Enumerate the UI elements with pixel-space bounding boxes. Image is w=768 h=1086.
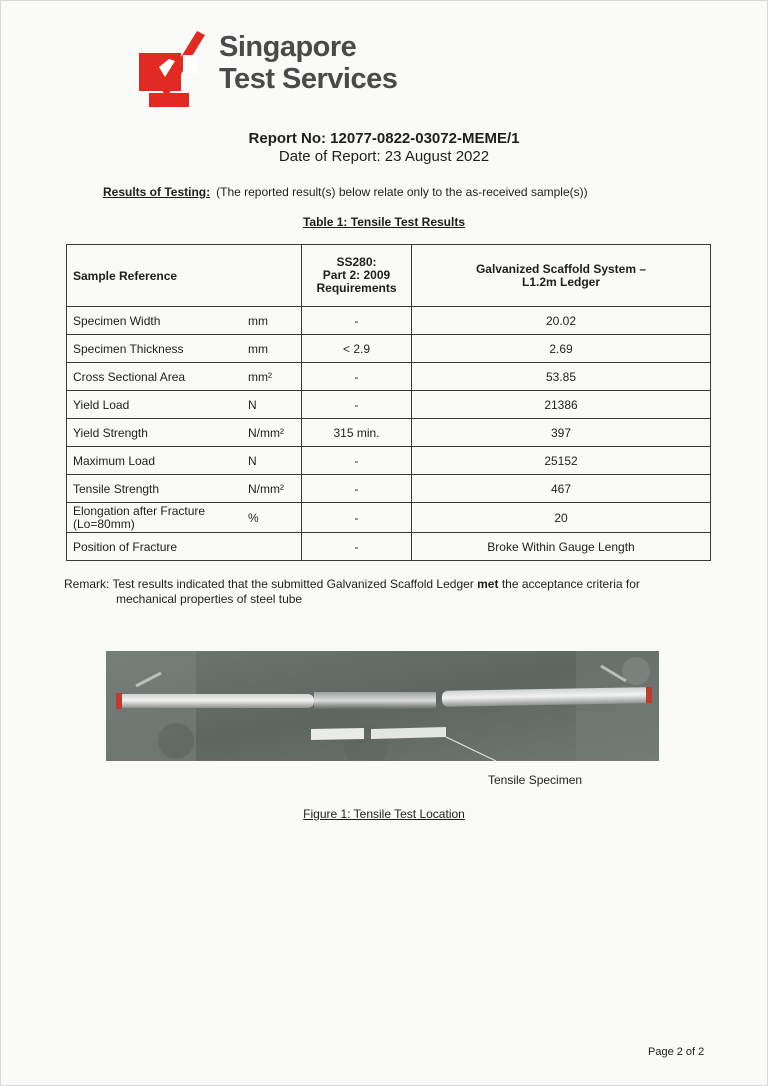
header-sample-line: L1.2m Ledger bbox=[521, 274, 601, 289]
header-req-line: SS280: bbox=[336, 255, 377, 269]
row-unit: % bbox=[242, 503, 302, 533]
checkmark-logo-icon bbox=[139, 31, 205, 109]
table-row bbox=[67, 391, 711, 419]
company-name-line1: Singapore bbox=[219, 31, 357, 63]
table-row bbox=[67, 419, 711, 447]
row-name: Maximum Load bbox=[67, 447, 243, 475]
table-row bbox=[67, 475, 711, 503]
company-name bbox=[219, 31, 397, 95]
header-sample bbox=[412, 245, 711, 307]
company-logo bbox=[139, 31, 398, 111]
header-req-line: Part 2: 2009 bbox=[322, 268, 391, 282]
header-sample-reference: Sample Reference bbox=[67, 245, 302, 307]
row-unit: N bbox=[242, 391, 302, 419]
row-name: Specimen Thickness bbox=[67, 335, 243, 363]
table-row bbox=[67, 503, 711, 533]
row-requirement: - bbox=[302, 447, 412, 475]
row-value: 397 bbox=[412, 419, 711, 447]
row-value: 20.02 bbox=[412, 307, 711, 335]
specimen-label: Tensile Specimen bbox=[488, 773, 583, 787]
row-requirement: - bbox=[302, 307, 412, 335]
row-value: 53.85 bbox=[412, 363, 711, 391]
report-date: Date of Report: 23 August 2022 bbox=[278, 148, 490, 165]
specimen-photo bbox=[106, 651, 659, 761]
remark-prefix: Remark: Test results indicated that the submitted Galvanized Scaffold Ledger bbox=[64, 577, 474, 591]
row-requirement: < 2.9 bbox=[302, 335, 412, 363]
row-name-line: (Lo=80mm) bbox=[73, 516, 135, 531]
remark bbox=[64, 577, 704, 607]
row-name-line: Elongation after Fracture bbox=[73, 503, 206, 518]
tensile-results-table bbox=[66, 244, 711, 561]
row-requirement: - bbox=[302, 503, 412, 533]
results-label: Results of Testing: bbox=[103, 185, 211, 199]
table-row bbox=[67, 335, 711, 363]
row-value: 21386 bbox=[412, 391, 711, 419]
row-name: Tensile Strength bbox=[67, 475, 243, 503]
table-row bbox=[67, 447, 711, 475]
row-requirement: - bbox=[302, 391, 412, 419]
row-requirement: 315 min. bbox=[302, 419, 412, 447]
row-unit: mm² bbox=[242, 363, 302, 391]
table-header-row bbox=[67, 245, 711, 307]
results-of-testing bbox=[103, 185, 588, 199]
row-value: 25152 bbox=[412, 447, 711, 475]
row-value: 467 bbox=[412, 475, 711, 503]
row-name bbox=[67, 503, 243, 533]
row-unit: N/mm² bbox=[242, 475, 302, 503]
row-unit bbox=[242, 533, 302, 561]
header-req-line: Requirements bbox=[316, 281, 397, 295]
results-note: (The reported result(s) below relate only to the as-received sample(s)) bbox=[216, 185, 588, 199]
row-name: Cross Sectional Area bbox=[67, 363, 243, 391]
header-requirements bbox=[302, 245, 412, 307]
table-row bbox=[67, 533, 711, 561]
row-value: 20 bbox=[412, 503, 711, 533]
row-unit: mm bbox=[242, 335, 302, 363]
remark-suffix: the acceptance criteria for bbox=[501, 577, 640, 591]
row-value: 2.69 bbox=[412, 335, 711, 363]
row-requirement: - bbox=[302, 533, 412, 561]
row-requirement: - bbox=[302, 363, 412, 391]
row-name: Yield Load bbox=[67, 391, 243, 419]
figure-caption: Figure 1: Tensile Test Location bbox=[303, 807, 465, 821]
company-name-line2: Test Services bbox=[219, 63, 398, 95]
row-unit: N/mm² bbox=[242, 419, 302, 447]
row-requirement: - bbox=[302, 475, 412, 503]
row-name: Yield Strength bbox=[67, 419, 243, 447]
row-unit: mm bbox=[242, 307, 302, 335]
header-sample-line: Galvanized Scaffold System – bbox=[475, 261, 647, 276]
row-name: Position of Fracture bbox=[67, 533, 243, 561]
row-unit: N bbox=[242, 447, 302, 475]
remark-line2: mechanical properties of steel tube bbox=[116, 592, 303, 606]
table-row bbox=[67, 363, 711, 391]
row-name: Specimen Width bbox=[67, 307, 243, 335]
remark-line1 bbox=[64, 577, 704, 592]
remark-met: met bbox=[477, 577, 499, 591]
page-number: Page 2 of 2 bbox=[648, 1046, 705, 1058]
row-value: Broke Within Gauge Length bbox=[412, 533, 711, 561]
report-number: Report No: 12077-0822-03072-MEME/1 bbox=[248, 130, 520, 147]
table-row bbox=[67, 307, 711, 335]
table-title: Table 1: Tensile Test Results bbox=[302, 215, 466, 229]
